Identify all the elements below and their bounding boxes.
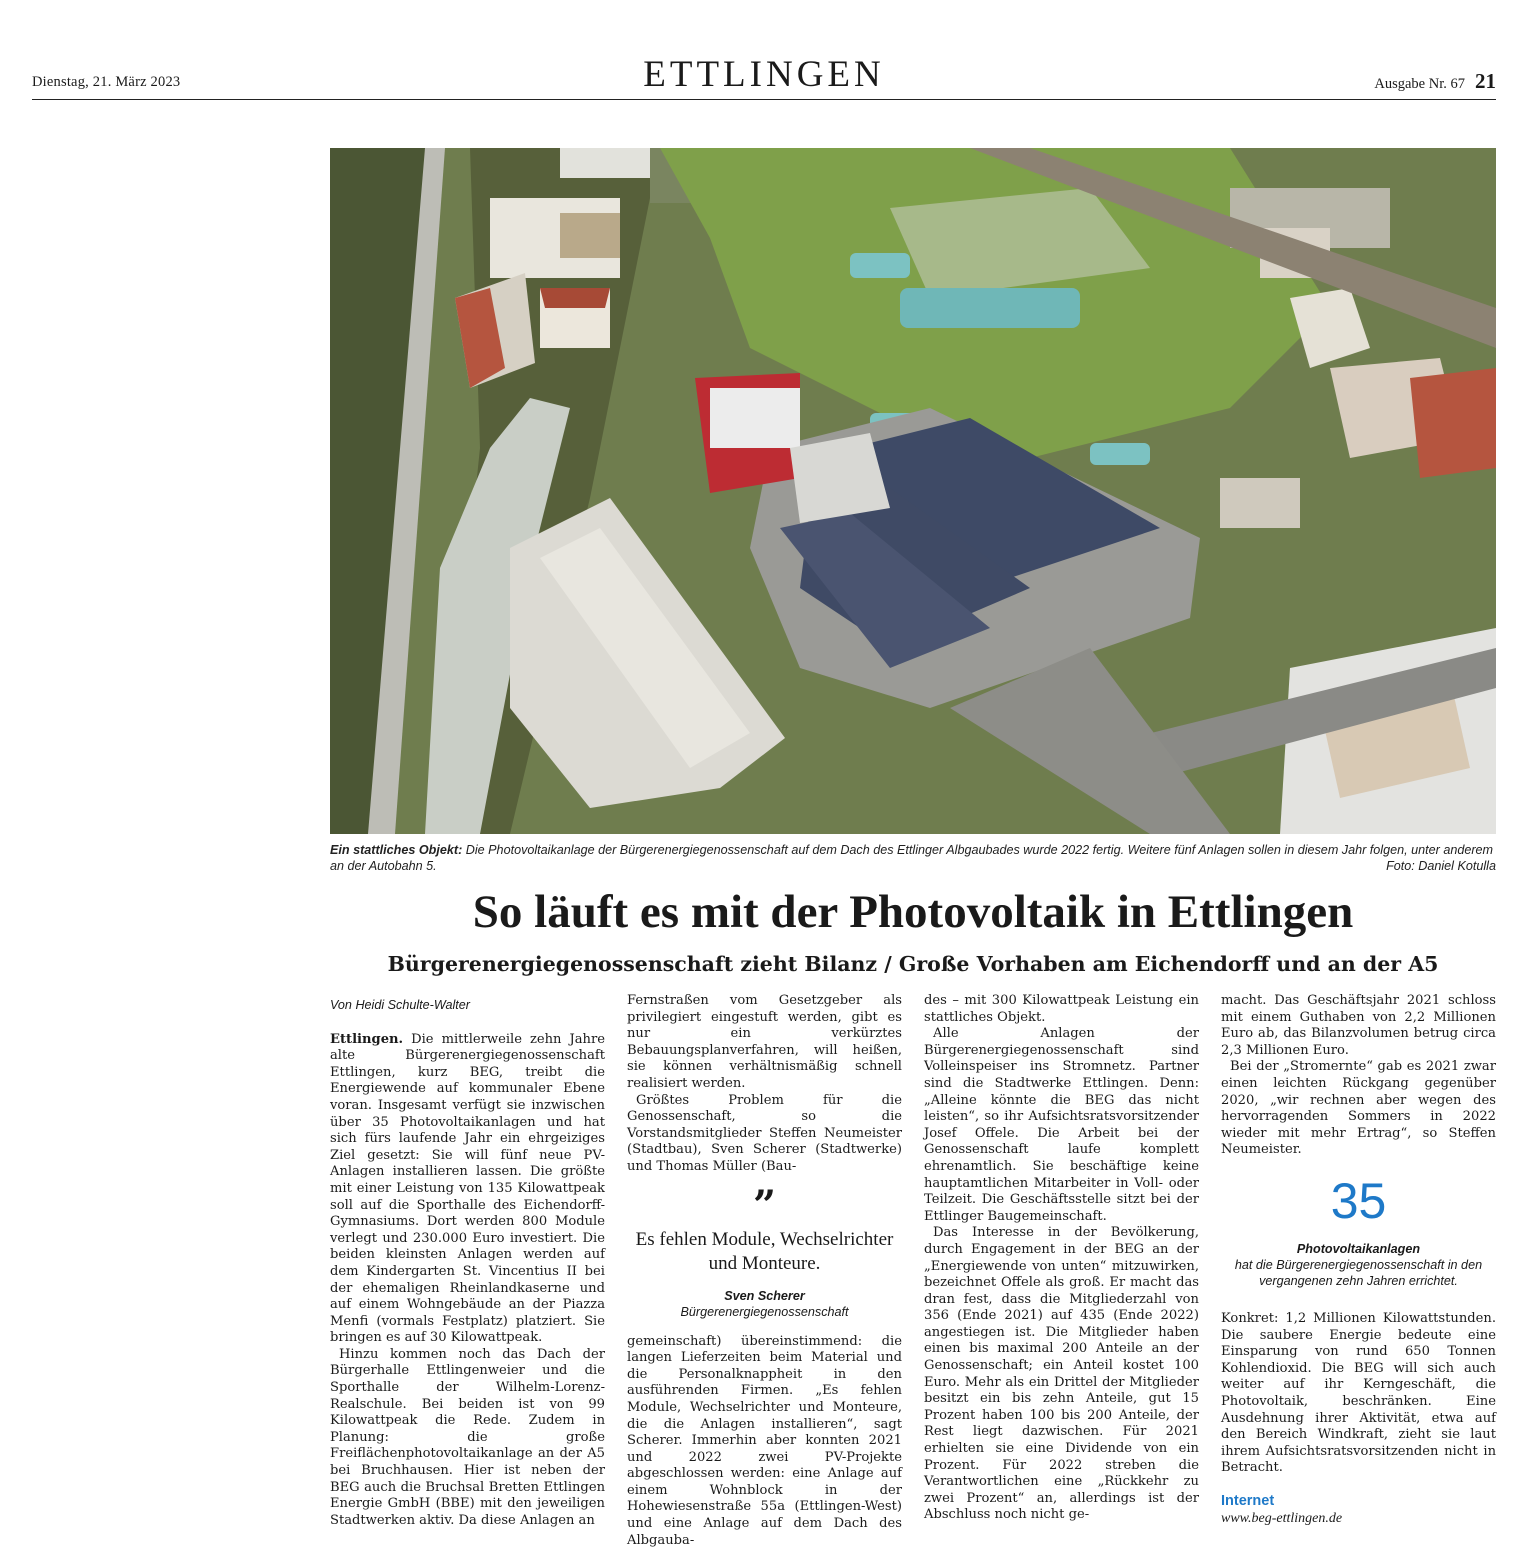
fact-box	[1221, 1173, 1496, 1289]
masthead	[32, 55, 1496, 100]
paragraph: gemeinschaft) übereinstimmend: die langen Lieferzeiten beim Material und die Personalknappheit in den ausführenden Firmen. „Es fehlen Module, Wechselrichter und Monteure, die die Anlagen installieren“, sagt Scherer. Immerhin aber konnten 2021 und 2022 zwei PV-Projekte abgeschlossen werden: eine Anlage auf einem Wohnblock in der Hohewiesenstraße 55a (Ettlingen-West) und eine Anlage auf dem Dach des Albgauba-	[627, 1333, 902, 1548]
fact-label: Photovoltaikanlagen	[1296, 1241, 1421, 1256]
paragraph: Alle Anlagen der Bürgerenergiegenossenschaft sind Volleinspeiser ins Stromnetz. Partner sind die Stadtwerke Ettlingen. Denn: „Alleine könnte die BEG das nicht leisten“, so ihr Aufsichtsratsvorsitzender Josef Offele. Die Arbeit bei der Genossenschaft laufe komplett ehrenamtlich. Sie beschäftige keine hauptamtlichen Mitarbeiter in Voll- oder Teilzeit. Die Geschäftsstelle sitzt bei der Ettlinger Baugemeinschaft.	[924, 1026, 1199, 1224]
paragraph: Hinzu kommen noch das Dach der Bürgerhalle Ettlingenweier und die Sporthalle der Wilhelm-Lorenz-Realschule. Bei beiden ist von 99 Kilowattpeak die Rede. Zudem in Planung: die große Freiflächenphotovoltaikanlage an der A5 bei Bruchhausen. Hier ist neben der BEG auch die Bruchsal Bretten Ettlingen Energie GmbH (BBE) mit den jeweiligen Stadtwerken aktiv. Da diese Anlagen an	[330, 1346, 605, 1528]
article-column-3	[924, 993, 1199, 1524]
aerial-photo	[330, 148, 1496, 834]
page-number: 21	[1475, 69, 1496, 93]
pull-quote	[627, 1181, 902, 1320]
paragraph-text: Die mittlerweile zehn Jahre alte Bürgerenergiegenossenschaft Ettlingen, kurz BEG, treibt die Energiewende auf kommunaler Ebene voran. Insgesamt verfügt sie inzwischen über 35 Photovoltaikanlagen und hat sich fürs laufende Jahr ein ehrgeiziges Ziel gesetzt: Sie will fünf neue PV-Anlagen installieren lassen. Die größte mit einer Leistung von 135 Kilowattpeak soll auf die Sporthalle des Eichendorff-Gymnasiums. Dort werden 800 Module verlegt und 230.000 Euro investiert. Die beiden kleinsten Anlagen werden auf dem Kindergarten St. Vincentius II bei der ehemaligen Rheinlandkaserne und auf einem Wohngebäude an der Piazza Menfi (vormals Festplatz) platziert. Sie bringen es auf 30 Kilowattpeak.	[330, 1031, 605, 1346]
aerial-photo-graphic	[330, 148, 1496, 834]
quote-mark-icon: ”	[752, 1181, 776, 1229]
paragraph: Bei der „Stromernte“ gab es 2021 zwar einen leichten Rückgang gegenüber 2020, „wir rechnen aber wegen des hervorragenden Sommers in 2022 wieder mit mehr Ertrag“, so Steffen Neumeister.	[1221, 1059, 1496, 1158]
article-headline: So läuft es mit der Photovoltaik in Ettlingen	[472, 886, 1354, 938]
paragraph	[330, 1032, 605, 1347]
issue-number: Ausgabe Nr. 67	[1374, 76, 1465, 92]
quote-organization: Bürgerenergiegenossenschaft	[680, 1304, 849, 1319]
fact-text: hat die Bürgerenergiegenossenschaft in den vergangenen zehn Jahren errichtet.	[1234, 1257, 1483, 1288]
dateline: Ettlingen.	[330, 1031, 404, 1047]
issue-info	[1374, 69, 1496, 94]
issue-date: Dienstag, 21. März 2023	[32, 74, 181, 90]
article-subheadline: Bürgerenergiegenossenschaft zieht Bilanz / Große Vorhaben am Eichendorff und an der A5	[387, 952, 1439, 976]
info-heading: Internet	[1221, 1492, 1275, 1509]
article-column-4	[1221, 993, 1496, 1528]
info-link[interactable]: www.beg-ettlingen.de	[1221, 1510, 1343, 1526]
section-title: ETTLINGEN	[643, 54, 885, 95]
paragraph: Das Interesse in der Bevölkerung, durch Engagement in der BEG an der „Energiewende von unten“ mitzuwirken, bezeichnet Offele als groß. Er macht das dran fest, dass die Mitgliederzahl von 356 (Ende 2021) auf 435 (Ende 2022) angestiegen ist. Die Mitglieder haben einen bis maximal 200 Anteile an der Genossenschaft; ein Anteil kostet 100 Euro. Mehr als ein Drittel der Mitglieder besitzt ein bis zehn Anteile, gut 15 Prozent haben 100 bis 200 Anteile, der Rest liegt dazwischen. Für 2021 erhielten sie eine Dividende von ein Prozent. Für 2022 streben die Verantwortlichen eine „Rückkehr zu zwei Prozent“ an, allerdings ist der Abschluss noch nicht ge-	[924, 1225, 1199, 1523]
fact-number: 35	[1330, 1172, 1387, 1229]
photo-caption	[330, 842, 1496, 874]
paragraph: macht. Das Geschäftsjahr 2021 schloss mit einem Guthaben von 2,2 Millionen Euro ab, das Bilanzvolumen betrug circa 2,3 Millionen Euro.	[1221, 993, 1496, 1058]
article-column-2	[627, 993, 902, 1549]
quote-text: Es fehlen Module, Wechselrichter und Monteure.	[635, 1228, 894, 1274]
article-column-1	[330, 993, 605, 1529]
caption-text: Die Photovoltaikanlage der Bürgerenergiegenossenschaft auf dem Dach des Ettlinger Albgaubades wurde 2022 fertig. Weitere fünf Anlagen sollen in diesem Jahr folgen, unter anderem an der Autobahn 5.	[330, 843, 1494, 873]
quote-author: Sven Scherer	[724, 1288, 805, 1303]
caption-lead: Ein stattliches Objekt:	[330, 843, 463, 857]
paragraph: Größtes Problem für die Genossenschaft, so die Vorstandsmitglieder Steffen Neumeister (Stadtbau), Sven Scherer (Stadtwerke) und Thomas Müller (Bau-	[627, 1092, 902, 1174]
paragraph: des – mit 300 Kilowattpeak Leistung ein stattliches Objekt.	[924, 993, 1199, 1025]
byline: Von Heidi Schulte-Walter	[330, 998, 470, 1012]
photo-credit: Foto: Daniel Kotulla	[1386, 859, 1496, 873]
paragraph: Fernstraßen vom Gesetzgeber als privilegiert eingestuft werden, gibt es nur ein verkürztes Bebauungsplanverfahren, will heißen, sie können verhältnismäßig schnell realisiert werden.	[627, 993, 902, 1091]
paragraph: Konkret: 1,2 Millionen Kilowattstunden. Die saubere Energie bedeute eine Einsparung von rund 650 Tonnen Kohlendioxid. Die BEG will sich auch weiter auf ihr Kerngeschäft, die Photovoltaik, beschränken. Eine Ausdehnung ihrer Aktivität, etwa auf den Bereich Windkraft, zieht sie laut ihrem Aufsichtsratsvorsitzenden nicht in Betracht.	[1221, 1310, 1496, 1476]
